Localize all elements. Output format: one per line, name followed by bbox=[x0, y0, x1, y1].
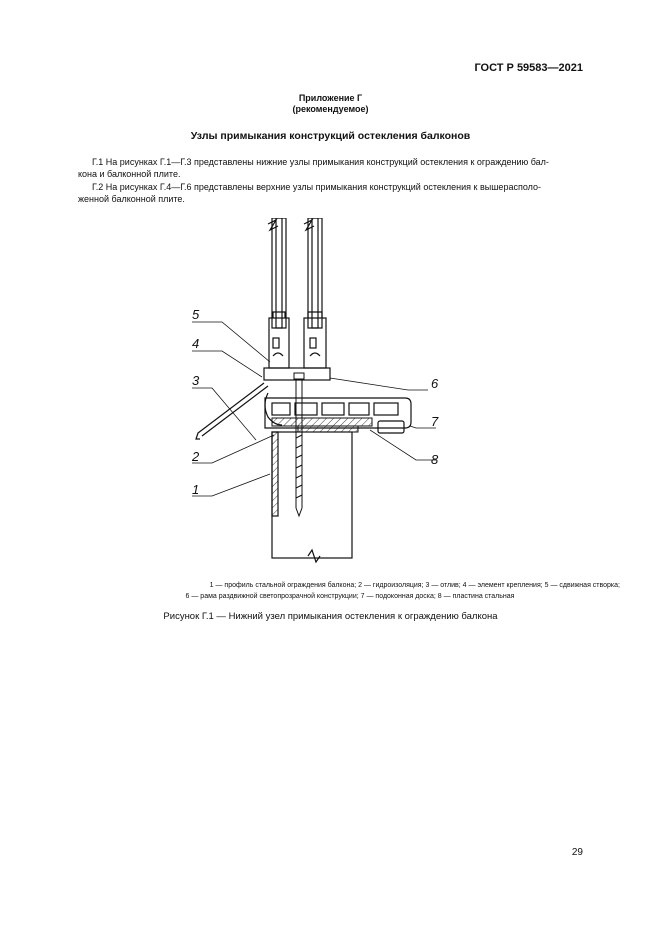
figure-legend bbox=[40, 580, 620, 602]
page-number: 29 bbox=[571, 847, 583, 858]
paragraph-line: Г.1 На рисунках Г.1—Г.3 представлены нижние узлы примыкания конструкций остекления к ограждению бал- bbox=[92, 157, 549, 167]
callout-5: 5 bbox=[192, 307, 200, 322]
glazing-frames bbox=[264, 218, 330, 380]
figure-title: Рисунок Г.1 — Нижний узел примыкания остекления к ограждению балкона bbox=[163, 611, 498, 622]
steel-plate bbox=[272, 418, 372, 426]
appendix-title: Приложение Г bbox=[298, 93, 363, 103]
fastener bbox=[294, 373, 304, 516]
section-title: Узлы примыкания конструкций остекления балконов bbox=[190, 130, 471, 142]
callout-8: 8 bbox=[431, 452, 439, 467]
callout-2: 2 bbox=[192, 449, 200, 464]
paragraph-g2 bbox=[78, 181, 583, 205]
callout-6: 6 bbox=[431, 376, 439, 391]
drip-flashing bbox=[196, 383, 282, 439]
appendix-subtitle: (рекомендуемое) bbox=[292, 104, 369, 114]
legend-line: 1 — профиль стальной ограждения балкона; 2 — гидроизоляция; 3 — отлив; 4 — элемент крепления; 5 — сдвижная створка; bbox=[209, 582, 620, 589]
paragraph-line: Г.2 На рисунках Г.4—Г.6 представлены верхние узлы примыкания конструкций остекления к вышерасполо- bbox=[92, 182, 541, 192]
legend-line: 6 — рама раздвижной светопрозрачной конструкции; 7 — подоконная доска; 8 — пластина стальная bbox=[185, 593, 515, 600]
paragraph-g1 bbox=[78, 156, 583, 180]
callout-4: 4 bbox=[192, 336, 200, 351]
callout-1: 1 bbox=[192, 482, 200, 497]
steel-plate-lower bbox=[298, 426, 358, 432]
document-code: ГОСТ Р 59583—2021 bbox=[474, 62, 583, 74]
paragraph-line: кона и балконной плите. bbox=[78, 169, 181, 179]
callout-7: 7 bbox=[431, 414, 439, 429]
technical-drawing bbox=[180, 218, 450, 568]
callout-3: 3 bbox=[192, 373, 200, 388]
paragraph-line: женной балконной плите. bbox=[78, 194, 185, 204]
railing-profile bbox=[272, 432, 352, 562]
